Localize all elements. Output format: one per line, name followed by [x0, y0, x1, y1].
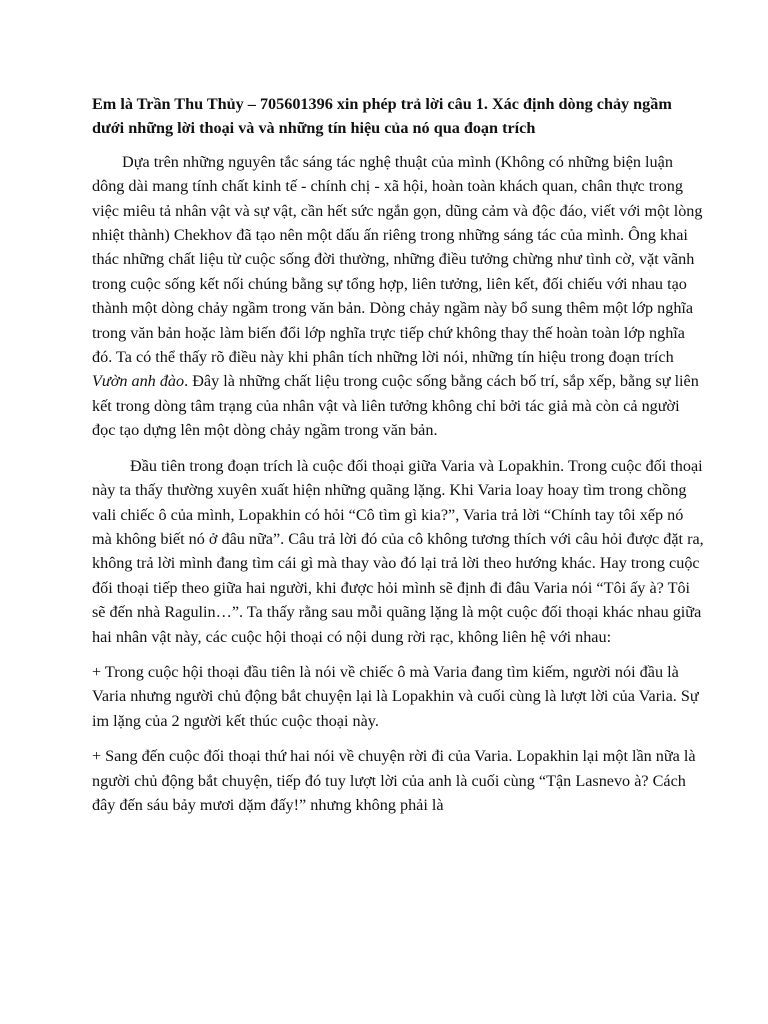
paragraph-second-conversation: + Sang đến cuộc đối thoại thứ hai nói về chuyện rời đi của Varia. Lopakhin lại một lần nữa là người chủ động bắt chuyện, tiếp đó tuy lượt lời của anh là cuối cùng “Tận Lasnevo à? Cách đây đến sáu bảy mươi dặm đấy!” nhưng không phải là: [92, 747, 696, 814]
paragraph-dialogue-analysis: Đầu tiên trong đoạn trích là cuộc đối thoại giữa Varia và Lopakhin. Trong cuộc đối thoại này ta thấy thường xuyên xuất hiện những quãng lặng. Khi Varia loay hoay tìm trong chồng vali chiếc ô của mình, Lopakhin có hỏi “Cô tìm gì kia?”, Varia trả lời “Chính tay tôi xếp nó mà không biết nó ở đâu nữa”. Câu trả lời đó của cô không tương thích với câu hỏi được đặt ra, không trả lời mình đang tìm cái gì mà thay vào đó lại trả lời theo hướng khác. Hay trong cuộc đối thoại tiếp theo giữa hai người, khi được hỏi mình sẽ định đi đâu Varia nói “Tôi ấy à? Tôi sẽ đến nhà Ragulin…”. Ta thấy rằng sau mỗi quãng lặng là một cuộc đối thoại khác nhau giữa hai nhân vật này, các cuộc hội thoại có nội dung rời rạc, không liên hệ với nhau:: [92, 456, 704, 646]
paragraph-first-conversation: + Trong cuộc hội thoại đầu tiên là nói về chiếc ô mà Varia đang tìm kiếm, người nói đầu là Varia nhưng người chủ động bắt chuyện lại là Lopakhin và cuối cùng là lượt lời của Varia. Sự im lặng của 2 người kết thúc cuộc thoại này.: [92, 662, 699, 730]
paragraph-intro-text-end: . Đây là những chất liệu trong cuộc sống bằng cách bố trí, sắp xếp, bằng sự liên kết trong dòng tâm trạng của nhân vật và liên tưởng không chỉ bởi tác giả mà còn cả người đọc tạo dựng lên một dòng chảy ngầm trong văn bản.: [92, 372, 699, 440]
work-title: Vườn anh đào: [92, 372, 185, 391]
paragraph-intro: [92, 150, 704, 443]
paragraph-intro-text: Dựa trên những nguyên tắc sáng tác nghệ thuật của mình (Không có những biện luận dông dài mang tính chất kinh tế - chính chị - xã hội, hoàn toàn khách quan, chân thực trong việc miêu tả nhân vật và sự vật, cần hết sức ngắn gọn, dũng cảm và độc đáo, viết với một lòng nhiệt thành) Chekhov đã tạo nên một dấu ấn riêng trong những sáng tác của mình. Ông khai thác những chất liệu từ cuộc sống đời thường, những điều tưởng chừng như tình cờ, vặt vãnh trong cuộc sống kết nối chúng bằng sự tổng hợp, liên tưởng, liên kết, đối chiếu với nhau tạo thành một dòng chảy ngầm trong văn bản. Dòng chảy ngầm này bổ sung thêm một lớp nghĩa trong văn bản hoặc làm biến đổi lớp nghĩa trực tiếp chứ không thay thế hoàn toàn lớp nghĩa đó. Ta có thể thấy rõ điều này khi phân tích những lời nói, những tín hiệu trong đoạn trích: [92, 152, 703, 367]
document-page: [92, 92, 704, 828]
document-heading: Em là Trần Thu Thủy – 705601396 xin phép trả lời câu 1. Xác định dòng chảy ngầm dưới những lời thoại và và những tín hiệu của nó qua đoạn trích: [92, 95, 672, 138]
